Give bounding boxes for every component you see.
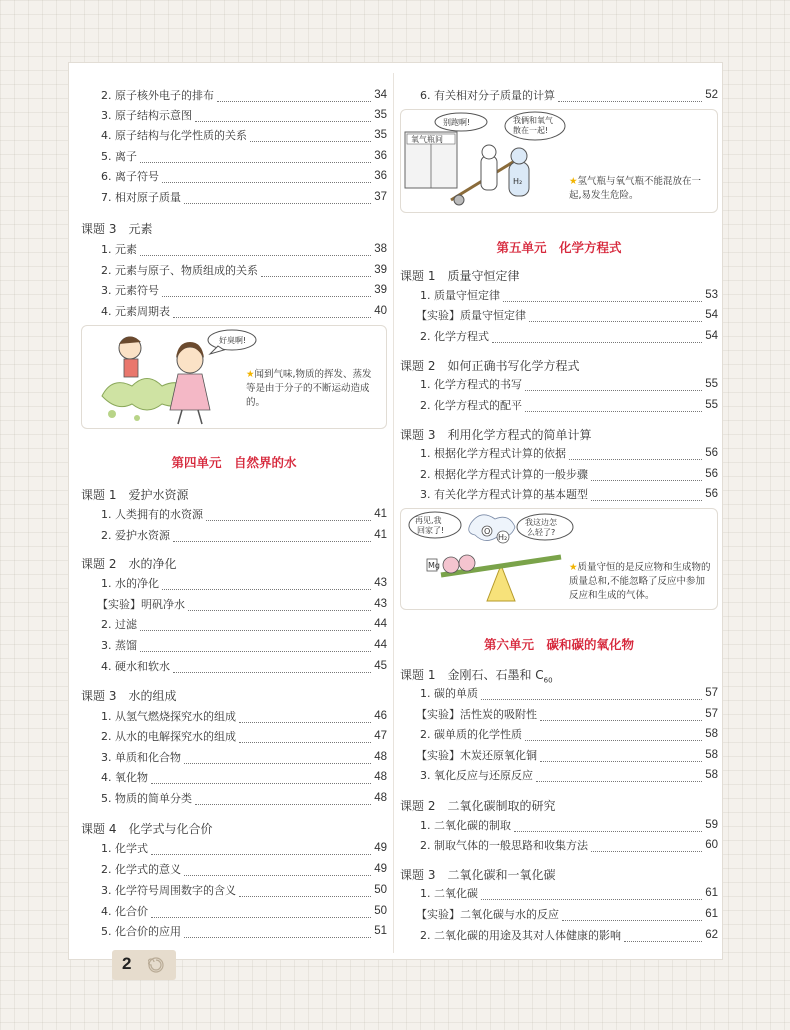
- entry-label: 2. 爱护水资源: [101, 529, 170, 542]
- leader-dots: [525, 382, 702, 391]
- toc-entry[interactable]: [81, 525, 387, 545]
- entry-label: 【实验】木炭还原氧化铜: [416, 749, 537, 762]
- entry-label: 1. 从氢气燃烧探究水的组成: [101, 710, 236, 723]
- toc-entry[interactable]: [81, 166, 387, 186]
- toc-entry[interactable]: [400, 745, 718, 765]
- entry-label: 1. 元素: [101, 243, 137, 256]
- leader-dots: [250, 133, 371, 142]
- toc-entry[interactable]: [400, 835, 718, 855]
- caption-text: 质量守恒的是反应物和生成物的质量总和,不能忽略了反应中参加反应和生成的气体。: [569, 562, 711, 601]
- toc-entry[interactable]: [400, 285, 718, 305]
- lesson-title-subscript: 60: [543, 676, 553, 685]
- entry-label: 2. 过滤: [101, 618, 137, 631]
- leader-dots: [525, 732, 702, 741]
- leader-dots: [591, 472, 702, 481]
- entry-page: 55: [705, 399, 718, 411]
- entry-page: 55: [705, 378, 718, 390]
- entry-page: 38: [374, 243, 387, 255]
- lesson-title[interactable]: 课题 1 爱护水资源: [81, 488, 189, 502]
- molecule-label: Mg: [428, 561, 440, 570]
- toc-entry[interactable]: [81, 146, 387, 166]
- caption-text: 闻到气味,物质的挥发、蒸发等是由于分子的不断运动造成的。: [246, 369, 372, 408]
- entry-label: 2. 化学式的意义: [101, 863, 181, 876]
- entry-page: 58: [705, 769, 718, 781]
- entry-label: 3. 有关化学方程式计算的基本题型: [420, 488, 588, 501]
- bubble-text: 再见,我: [415, 516, 442, 525]
- leader-dots: [514, 823, 702, 832]
- unit-title[interactable]: 第五单元 化学方程式: [496, 240, 622, 255]
- entry-label: 1. 人类拥有的水资源: [101, 508, 203, 521]
- leader-dots: [184, 867, 371, 876]
- entry-label: 4. 原子结构与化学性质的关系: [101, 129, 247, 142]
- illustration-caption: [246, 368, 380, 410]
- toc-entry[interactable]: [400, 484, 718, 504]
- entry-label: 【实验】质量守恒定律: [416, 309, 526, 322]
- entry-page: 48: [374, 751, 387, 763]
- entry-page: 46: [374, 710, 387, 722]
- lesson-title[interactable]: 课题 3 水的组成: [81, 689, 177, 703]
- entry-label: 3. 化学符号周围数字的含义: [101, 884, 236, 897]
- entry-page: 61: [705, 908, 718, 920]
- leader-dots: [140, 154, 371, 163]
- entry-page: 58: [705, 749, 718, 761]
- leader-dots: [173, 533, 371, 542]
- entry-label: 3. 蒸馏: [101, 639, 137, 652]
- leader-dots: [525, 403, 702, 412]
- leader-dots: [206, 512, 371, 521]
- entry-page: 36: [374, 170, 387, 182]
- page-number: 2: [122, 954, 132, 973]
- entry-page: 48: [374, 792, 387, 804]
- illustration-caption: [569, 561, 713, 603]
- toc-entry[interactable]: [400, 85, 718, 105]
- entry-label: 2. 制取气体的一般思路和收集方法: [420, 839, 588, 852]
- toc-entry[interactable]: [81, 301, 387, 321]
- lesson-title[interactable]: 课题 2 如何正确书写化学方程式: [400, 359, 580, 373]
- entry-page: 53: [705, 289, 718, 301]
- entry-page: 34: [374, 89, 387, 101]
- toc-entry[interactable]: [400, 724, 718, 744]
- leader-dots: [151, 909, 371, 918]
- caption-text: 氢气瓶与氧气瓶不能混放在一起,易发生危险。: [569, 176, 702, 201]
- entry-page: 39: [374, 264, 387, 276]
- entry-label: 5. 离子: [101, 150, 137, 163]
- entry-label: 【实验】二氧化碳与水的反应: [416, 908, 559, 921]
- entry-label: 2. 原子核外电子的排布: [101, 89, 214, 102]
- entry-label: 1. 化学式: [101, 842, 148, 855]
- toc-entry[interactable]: [81, 880, 387, 900]
- toc-entry[interactable]: [400, 765, 718, 785]
- bubble-text: 回家了!: [417, 526, 445, 535]
- toc-entry[interactable]: [81, 706, 387, 726]
- leader-dots: [591, 843, 702, 852]
- entry-label: 4. 硬水和软水: [101, 660, 170, 673]
- entry-page: 35: [374, 109, 387, 121]
- entry-label: 4. 化合价: [101, 905, 148, 918]
- toc-entry[interactable]: [81, 504, 387, 524]
- toc-entry[interactable]: [81, 594, 387, 614]
- toc-entry[interactable]: [400, 883, 718, 903]
- entry-page: 35: [374, 129, 387, 141]
- leader-dots: [173, 309, 371, 318]
- entry-label: 4. 元素周期表: [101, 305, 170, 318]
- entry-label: 3. 原子结构示意图: [101, 109, 192, 122]
- entry-label: 6. 有关相对分子质量的计算: [420, 89, 555, 102]
- entry-page: 57: [705, 687, 718, 699]
- toc-entry[interactable]: [81, 859, 387, 879]
- entry-page: 49: [374, 863, 387, 875]
- entry-label: 【实验】活性炭的吸附性: [416, 708, 537, 721]
- toc-entry[interactable]: [400, 925, 718, 945]
- leader-dots: [162, 288, 371, 297]
- bubble-text: 我这边怎: [525, 518, 557, 527]
- entry-label: 1. 质量守恒定律: [420, 289, 500, 302]
- entry-label: 5. 物质的简单分类: [101, 792, 192, 805]
- entry-page: 52: [705, 89, 718, 101]
- leader-dots: [188, 602, 371, 611]
- toc-entry[interactable]: [400, 904, 718, 924]
- leader-dots: [140, 622, 371, 631]
- toc-entry[interactable]: [81, 239, 387, 259]
- entry-label: 2. 化学方程式的配平: [420, 399, 522, 412]
- leader-dots: [184, 195, 371, 204]
- entry-page: 51: [374, 925, 387, 937]
- leader-dots: [569, 451, 702, 460]
- entry-label: 2. 碳单质的化学性质: [420, 728, 522, 741]
- star-icon: ★: [246, 369, 255, 380]
- leader-dots: [151, 775, 371, 784]
- entry-label: 7. 相对原子质量: [101, 191, 181, 204]
- leader-dots: [492, 334, 702, 343]
- entry-label: 1. 根据化学方程式计算的依据: [420, 447, 566, 460]
- toc-entry[interactable]: [81, 260, 387, 280]
- bubble-text: 别跑啊!: [443, 118, 471, 127]
- entry-page: 61: [705, 887, 718, 899]
- entry-page: 39: [374, 284, 387, 296]
- column-divider: [393, 73, 394, 953]
- entry-label: 5. 化合价的应用: [101, 925, 181, 938]
- molecule-label: O: [484, 527, 491, 536]
- entry-page: 40: [374, 305, 387, 317]
- leader-dots: [184, 755, 371, 764]
- toc-entry[interactable]: [81, 85, 387, 105]
- illustration-caption: [569, 175, 711, 203]
- entry-page: 44: [374, 639, 387, 651]
- star-icon: ★: [569, 176, 578, 187]
- toc-entry[interactable]: [81, 280, 387, 300]
- lesson-title-text: 课题 1 金刚石、石墨和 C: [400, 668, 544, 682]
- leader-dots: [140, 643, 371, 652]
- entry-page: 43: [374, 598, 387, 610]
- entry-label: 2. 根据化学方程式计算的一般步骤: [420, 468, 588, 481]
- bubble-text: 好臭啊!: [219, 336, 247, 345]
- sign-text: 氧气瓶间: [411, 135, 443, 144]
- leader-dots: [536, 773, 702, 782]
- entry-page: 56: [705, 447, 718, 459]
- leader-dots: [184, 929, 371, 938]
- leader-dots: [140, 247, 371, 256]
- lesson-title[interactable]: 课题 2 二氧化碳制取的研究: [400, 799, 556, 813]
- bubble-text: 散在一起!: [513, 126, 549, 135]
- entry-page: 54: [705, 309, 718, 321]
- toc-entry[interactable]: [81, 788, 387, 808]
- lesson-title[interactable]: [400, 666, 553, 684]
- lesson-title[interactable]: 课题 3 二氧化碳和一氧化碳: [400, 868, 556, 882]
- toc-entry[interactable]: [81, 187, 387, 207]
- leader-dots: [173, 664, 371, 673]
- leader-dots: [529, 313, 702, 322]
- entry-page: 62: [705, 929, 718, 941]
- entry-label: 2. 从水的电解探究水的组成: [101, 730, 236, 743]
- lesson-title[interactable]: 课题 3 元素: [81, 222, 153, 236]
- entry-page: 37: [374, 191, 387, 203]
- entry-page: 56: [705, 468, 718, 480]
- leader-dots: [540, 753, 702, 762]
- leader-dots: [591, 492, 702, 501]
- star-icon: ★: [569, 562, 578, 573]
- toc-entry[interactable]: [400, 395, 718, 415]
- entry-page: 50: [374, 884, 387, 896]
- entry-label: 6. 离子符号: [101, 170, 159, 183]
- leader-dots: [481, 891, 702, 900]
- entry-page: 45: [374, 660, 387, 672]
- leader-dots: [239, 714, 371, 723]
- leader-dots: [261, 268, 371, 277]
- leader-dots: [195, 113, 371, 122]
- leader-dots: [195, 796, 371, 805]
- unit-title[interactable]: 第六单元 碳和碳的氧化物: [483, 637, 634, 652]
- entry-label: 3. 氧化反应与还原反应: [420, 769, 533, 782]
- toc-entry[interactable]: [81, 125, 387, 145]
- entry-page: 43: [374, 577, 387, 589]
- entry-page: 44: [374, 618, 387, 630]
- toc-entry[interactable]: [400, 815, 718, 835]
- leader-dots: [239, 888, 371, 897]
- entry-page: 58: [705, 728, 718, 740]
- illustration-gas-bottles: [400, 109, 718, 213]
- toc-entry[interactable]: [81, 656, 387, 676]
- leader-dots: [162, 174, 371, 183]
- entry-page: 56: [705, 488, 718, 500]
- illustration-smell: [81, 325, 387, 429]
- entry-label: 1. 水的净化: [101, 577, 159, 590]
- leader-dots: [239, 734, 371, 743]
- toc-entry[interactable]: [81, 901, 387, 921]
- lesson-title[interactable]: 课题 4 化学式与化合价: [81, 822, 213, 836]
- toc-entry[interactable]: [400, 683, 718, 703]
- toc-entry[interactable]: [400, 374, 718, 394]
- toc-entry[interactable]: [81, 635, 387, 655]
- entry-label: 3. 单质和化合物: [101, 751, 181, 764]
- bubble-text: 么轻了?: [527, 528, 556, 537]
- entry-page: 59: [705, 819, 718, 831]
- entry-page: 41: [374, 529, 387, 541]
- entry-page: 60: [705, 839, 718, 851]
- toc-entry[interactable]: [81, 838, 387, 858]
- toc-entry[interactable]: [400, 704, 718, 724]
- entry-label: 3. 元素符号: [101, 284, 159, 297]
- entry-label: 1. 二氧化碳的制取: [420, 819, 511, 832]
- entry-label: 1. 二氧化碳: [420, 887, 478, 900]
- entry-page: 50: [374, 905, 387, 917]
- entry-page: 54: [705, 330, 718, 342]
- toc-entry[interactable]: [81, 105, 387, 125]
- entry-page: 49: [374, 842, 387, 854]
- entry-page: 47: [374, 730, 387, 742]
- toc-entry[interactable]: [400, 326, 718, 346]
- lesson-title[interactable]: 课题 2 水的净化: [81, 557, 177, 571]
- bubble-text: 我俩和氧气: [513, 116, 553, 125]
- toc-entry[interactable]: [400, 464, 718, 484]
- entry-page: 41: [374, 508, 387, 520]
- toc-entry[interactable]: [81, 767, 387, 787]
- lesson-title[interactable]: 课题 3 利用化学方程式的简单计算: [400, 428, 592, 442]
- entry-label: 2. 二氧化碳的用途及其对人体健康的影响: [420, 929, 621, 942]
- leader-dots: [624, 933, 702, 942]
- entry-label: 2. 元素与原子、物质组成的关系: [101, 264, 258, 277]
- entry-page: 57: [705, 708, 718, 720]
- swirl-icon: [148, 957, 164, 973]
- toc-entry[interactable]: [81, 614, 387, 634]
- toc-entry[interactable]: [81, 921, 387, 941]
- toc-entry[interactable]: [81, 747, 387, 767]
- leader-dots: [540, 712, 702, 721]
- leader-dots: [162, 581, 371, 590]
- bottle-label: H₂: [513, 177, 523, 186]
- leader-dots: [151, 846, 371, 855]
- page-number-tab: [112, 950, 176, 980]
- entry-label: 2. 化学方程式: [420, 330, 489, 343]
- entry-label: 4. 氧化物: [101, 771, 148, 784]
- leader-dots: [503, 293, 702, 302]
- page-panel: [68, 62, 723, 960]
- toc-entry[interactable]: [81, 726, 387, 746]
- illustration-balance: [400, 508, 718, 610]
- leader-dots: [558, 93, 702, 102]
- entry-page: 48: [374, 771, 387, 783]
- unit-title[interactable]: 第四单元 自然界的水: [171, 455, 297, 470]
- leader-dots: [217, 93, 371, 102]
- toc-entry[interactable]: [81, 573, 387, 593]
- toc-entry[interactable]: [400, 443, 718, 463]
- leader-dots: [481, 691, 702, 700]
- entry-label: 【实验】明矾净水: [97, 598, 185, 611]
- lesson-title[interactable]: 课题 1 质量守恒定律: [400, 269, 520, 283]
- entry-page: 36: [374, 150, 387, 162]
- toc-entry[interactable]: [400, 305, 718, 325]
- molecule-label: H₂: [498, 533, 508, 542]
- entry-label: 1. 化学方程式的书写: [420, 378, 522, 391]
- entry-label: 1. 碳的单质: [420, 687, 478, 700]
- leader-dots: [562, 912, 702, 921]
